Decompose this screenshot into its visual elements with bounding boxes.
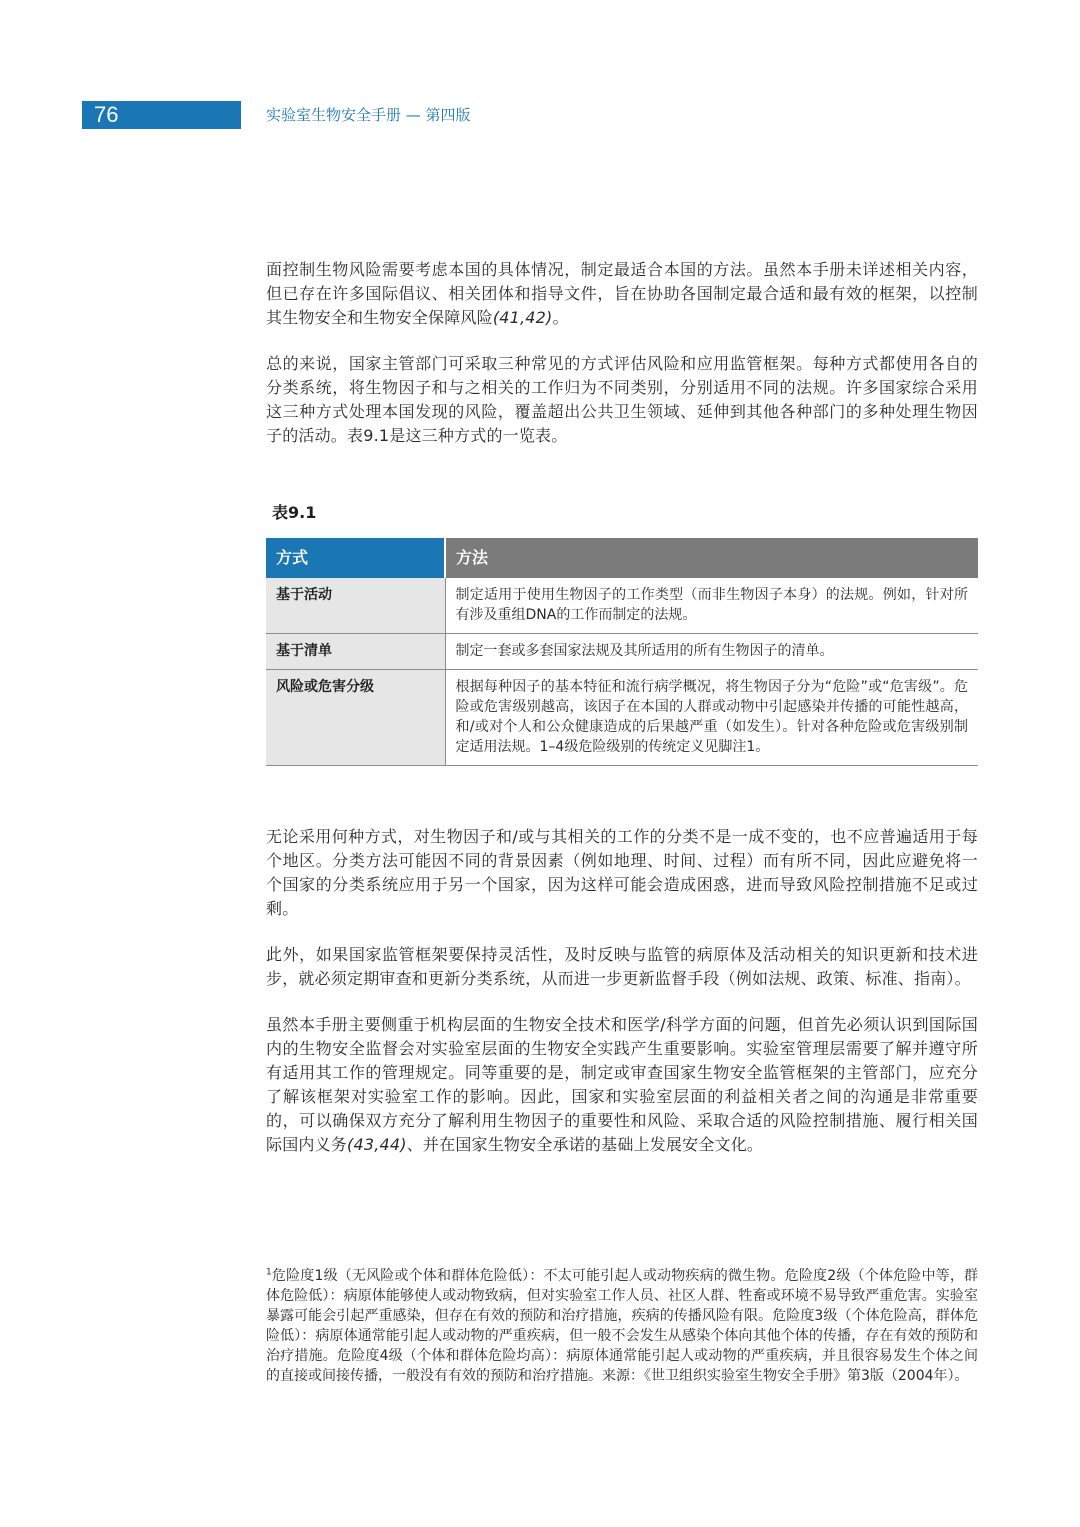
citation: (43,44) [347, 1135, 407, 1154]
column-header-method: 方法 [445, 538, 978, 578]
page-number: 76 [94, 102, 119, 127]
table-row [266, 578, 978, 634]
page-number-box [82, 101, 241, 129]
row-label: 基于清单 [266, 634, 445, 670]
paragraph-text: 面控制生物风险需要考虑本国的具体情况，制定最适合本国的方法。虽然本手册未详述相关内容，但已存在许多国际倡议、相关团体和指导文件，旨在协助各国制定最合适和最有效的框架，以控制其生物安全和生物安全保障风险 [266, 260, 978, 327]
paragraph-tail: 。 [552, 308, 569, 327]
paragraph-text: 虽然本手册主要侧重于机构层面的生物安全技术和医学/科学方面的问题，但首先必须认识到国际国内的生物安全监督会对实验室层面的生物安全实践产生重要影响。实验室管理层需要了解并遵守所有适用其工作的管理规定。同等重要的是，制定或审查国家生物安全监管框架的主管部门，应充分了解该框架对实验室工作的影响。因此，国家和实验室层面的利益相关者之间的沟通是非常重要的，可以确保双方充分了解利用生物因子的重要性和风险、采取合适的风险控制措施、履行相关国际国内义务 [266, 1015, 978, 1154]
paragraph [266, 352, 978, 448]
column-header-approach: 方式 [266, 538, 445, 578]
row-description: 制定适用于使用生物因子的工作类型（而非生物因子本身）的法规。例如，针对所有涉及重组DNA的工作而制定的法规。 [445, 578, 978, 634]
footnote-text: 危险度1级（无风险或个体和群体危险低）：不太可能引起人或动物疾病的微生物。危险度2级（个体危险中等，群体危险低）：病原体能够使人或动物致病，但对实验室工作人员、社区人群、牲畜或环境不易导致严重危害。实验室暴露可能会引起严重感染，但存在有效的预防和治疗措施，疾病的传播风险有限。危险度3级（个体危险高，群体危险低）：病原体通常能引起人或动物的严重疾病，但一般不会发生从感染个体向其他个体的传播，存在有效的预防和治疗措施。危险度4级（个体和群体危险均高）：病原体通常能引起人或动物的严重疾病，并且很容易发生个体之间的直接或间接传播，一般没有有效的预防和治疗措施。来源：《世卫组织实验室生物安全手册》第3版（2004年）。 [266, 1268, 978, 1384]
row-description: 根据每种因子的基本特征和流行病学概况，将生物因子分为“危险”或“危害级”。危险或危害级别越高，该因子在本国的人群或动物中引起感染并传播的可能性越高，和/或对个人和公众健康造成的后果越严重（如发生）。针对各种危险或危害级别制定适用法规。1–4级危险级别的传统定义见脚注1。 [445, 670, 978, 766]
row-label: 风险或危害分级 [266, 670, 445, 766]
paragraph [266, 943, 978, 991]
paragraph [266, 825, 978, 921]
paragraph [266, 1013, 978, 1157]
row-description: 制定一套或多套国家法规及其所适用的所有生物因子的清单。 [445, 634, 978, 670]
paragraph-text: 无论采用何种方式，对生物因子和/或与其相关的工作的分类不是一成不变的，也不应普遍适用于每个地区。分类方法可能因不同的背景因素（例如地理、时间、过程）而有所不同，因此应避免将一个国家的分类系统应用于另一个国家，因为这样可能会造成困惑，进而导致风险控制措施不足或过剩。 [266, 827, 978, 918]
paragraph [266, 258, 978, 330]
paragraph-text: 总的来说，国家主管部门可采取三种常见的方式评估风险和应用监管框架。每种方式都使用各自的分类系统，将生物因子和与之相关的工作归为不同类别，分别适用不同的法规。许多国家综合采用这三种方式处理本国发现的风险，覆盖超出公共卫生领域、延伸到其他各种部门的多种处理生物因子的活动。表9.1是这三种方式的一览表。 [266, 354, 978, 445]
row-label: 基于活动 [266, 578, 445, 634]
footnote-marker: 1 [266, 1267, 272, 1278]
table-caption: 表9.1 [272, 503, 317, 522]
paragraph-tail: 、并在国家生物安全承诺的基础上发展安全文化。 [406, 1135, 764, 1154]
table-header-row [266, 538, 978, 578]
citation: (41,42) [492, 308, 553, 327]
running-title: 实验室生物安全手册 — 第四版 [266, 106, 471, 124]
paragraph-text: 此外，如果国家监管框架要保持灵活性，及时反映与监管的病原体及活动相关的知识更新和技术进步，就必须定期审查和更新分类系统，从而进一步更新监督手段（例如法规、政策、标准、指南）。 [266, 945, 978, 988]
intro-section [266, 258, 978, 448]
body-section [266, 825, 978, 1157]
table-row [266, 634, 978, 670]
footnote [266, 1266, 978, 1386]
methods-table [266, 538, 978, 766]
table-row [266, 670, 978, 766]
